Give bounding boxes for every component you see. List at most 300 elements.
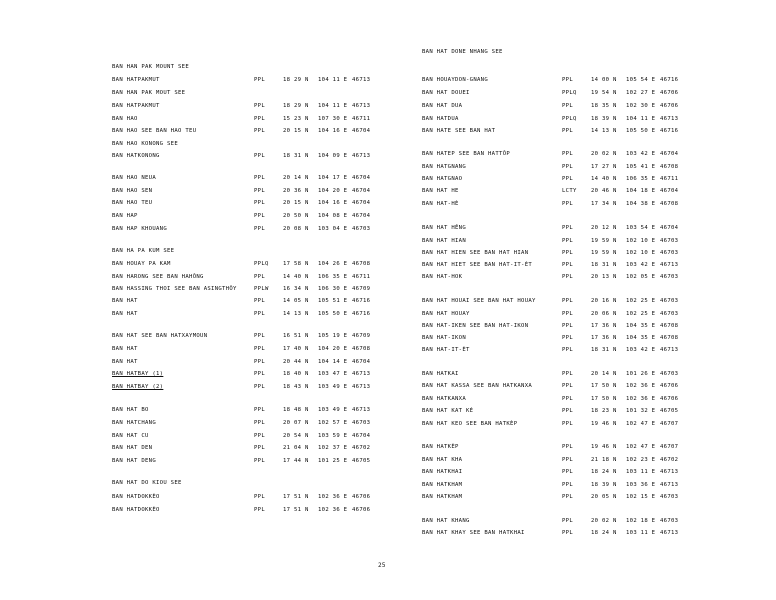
place-name: BAN HATKANXA [422,396,467,402]
place-name: BAN HAT-IKEN SEE BAN HAT-IKON [422,323,529,329]
longitude: 102 25 E [626,311,656,317]
place-name: BAN HAT DOUEI [422,90,470,96]
place-name: BAN HAT HIEN SEE BAN HAT HIAN [422,250,529,256]
feature-class: PPL [254,116,266,122]
latitude: 15 23 N [283,116,309,122]
latitude: 20 08 N [283,226,309,232]
latitude: 17 27 N [591,164,617,170]
place-name: BAN HATKHAM [422,494,463,500]
longitude: 104 38 E [626,201,656,207]
map-sheet-code: 46706 [352,494,371,500]
feature-class: PPL [562,176,574,182]
latitude: 19 54 N [591,90,617,96]
place-name: BAN HATCHANG [112,420,157,426]
place-name: BAN HATKONONG [112,153,160,159]
feature-class: PPLW [254,286,269,292]
gazetteer-entry [0,419,776,429]
feature-class: PPL [562,323,574,329]
feature-class: PPL [254,226,266,232]
place-name: BAN HAT DUA [422,103,463,109]
place-name: BAN HAT HOUAY [422,311,470,317]
latitude: 20 46 N [591,188,617,194]
map-sheet-code: 46713 [660,116,679,122]
feature-class: PPL [562,347,574,353]
feature-class: PPL [254,458,266,464]
map-sheet-code: 46703 [660,311,679,317]
place-name: BAN HAT-HÈ [422,201,459,207]
gazetteer-entry [0,174,776,184]
latitude: 19 46 N [591,444,617,450]
latitude: 19 59 N [591,250,617,256]
feature-class: PPL [562,128,574,134]
place-name: BAN HAT-IKON [422,335,467,341]
gazetteer-entry [0,149,776,159]
place-name: BAN HAT HOUAI SEE BAN HAT HOUAY [422,298,536,304]
latitude: 19 59 N [591,238,617,244]
gazetteer-entry [0,394,776,404]
map-sheet-code: 46716 [352,311,371,317]
map-sheet-code: 46708 [352,346,371,352]
feature-class: PPL [254,494,266,500]
feature-class: PPL [562,396,574,402]
feature-class: PPLQ [254,261,269,267]
latitude: 20 54 N [283,433,309,439]
place-name: BAN HAO KONONG SEE [112,141,179,147]
place-name: BAN HAO NEUA [112,175,157,181]
latitude: 20 16 N [591,298,617,304]
longitude: 105 51 E [318,298,348,304]
feature-class: PPL [254,274,266,280]
feature-class: PPL [562,371,574,377]
feature-class: PPL [562,103,574,109]
longitude: 102 15 E [626,494,656,500]
place-name: BAN HAT CU [112,433,149,439]
feature-class: PPL [562,421,574,427]
feature-class: PPL [254,384,266,390]
latitude: 18 39 N [591,116,617,122]
feature-class: PPL [562,311,574,317]
latitude: 20 36 N [283,188,309,194]
place-name: BAN HATEP SEE BAN HATTÔP [422,151,511,157]
feature-class: PPL [254,407,266,413]
latitude: 17 36 N [591,323,617,329]
map-sheet-code: 46713 [660,262,679,268]
place-name: BAN HARONG SEE BAN HAHÔNG [112,274,204,280]
map-sheet-code: 46706 [352,507,371,513]
longitude: 104 14 E [318,359,348,365]
longitude: 101 25 E [318,458,348,464]
longitude: 104 17 E [318,175,348,181]
longitude: 103 42 E [626,151,656,157]
map-sheet-code: 46713 [352,371,371,377]
map-sheet-code: 46716 [352,298,371,304]
latitude: 18 24 N [591,469,617,475]
gazetteer-entry [0,442,776,452]
latitude: 18 24 N [591,530,617,536]
gazetteer-entry [0,309,776,319]
feature-class: PPLQ [562,116,577,122]
feature-class: PPL [562,262,574,268]
longitude: 104 35 E [626,323,656,329]
map-sheet-code: 46713 [352,384,371,390]
feature-class: PPL [562,298,574,304]
longitude: 102 27 E [626,90,656,96]
longitude: 102 36 E [626,383,656,389]
feature-class: PPL [254,188,266,194]
feature-class: PPL [254,128,266,134]
map-sheet-code: 46702 [660,457,679,463]
gazetteer-entry [0,333,776,343]
feature-class: PPL [254,346,266,352]
longitude: 103 36 E [626,482,656,488]
place-name: BAN HOUAY PA KAM [112,261,171,267]
latitude: 18 48 N [283,407,309,413]
feature-class: PPL [254,371,266,377]
longitude: 104 16 E [318,200,348,206]
latitude: 18 43 N [283,384,309,390]
map-sheet-code: 46713 [660,347,679,353]
map-sheet-code: 46716 [660,128,679,134]
place-name: BAN HAT KASSA SEE BAN HATKANXA [422,383,533,389]
place-name: BAN HAT BO [112,407,149,413]
map-sheet-code: 46708 [352,261,371,267]
map-sheet-code: 46703 [660,371,679,377]
place-name: BAN HAT DENG [112,458,157,464]
feature-class: PPL [562,151,574,157]
longitude: 106 30 E [318,286,348,292]
map-sheet-code: 46713 [660,530,679,536]
map-sheet-code: 46708 [660,201,679,207]
map-sheet-code: 46703 [660,298,679,304]
gazetteer-entry [0,516,776,526]
latitude: 20 14 N [591,371,617,377]
latitude: 14 40 N [283,274,309,280]
place-name: BAN HAT SEE BAN HATXAYMOUN [112,333,208,339]
longitude: 101 26 E [626,371,656,377]
feature-class: PPL [254,507,266,513]
place-name: BAN HATPAKMUT [112,77,160,83]
map-sheet-code: 46703 [352,226,371,232]
latitude: 20 44 N [283,359,309,365]
map-sheet-code: 46706 [660,90,679,96]
gazetteer-entry [0,480,776,490]
map-sheet-code: 46711 [352,274,371,280]
longitude: 103 49 E [318,384,348,390]
feature-class: PPL [562,238,574,244]
feature-class: PPL [254,175,266,181]
map-sheet-code: 46704 [352,128,371,134]
longitude: 105 50 E [626,128,656,134]
map-sheet-code: 46704 [660,151,679,157]
feature-class: PPL [562,250,574,256]
longitude: 102 57 E [318,420,348,426]
place-name: BAN HATE SEE BAN HAT [422,128,496,134]
latitude: 20 06 N [591,311,617,317]
place-name: BAN HAT DO KIOU SEE [112,480,182,486]
longitude: 103 42 E [626,347,656,353]
latitude: 17 58 N [283,261,309,267]
gazetteer-entry [0,248,776,258]
latitude: 20 14 N [283,175,309,181]
map-sheet-code: 46713 [352,103,371,109]
place-name: BAN HATGNAO [422,176,463,182]
map-sheet-code: 46709 [352,333,371,339]
longitude: 105 50 E [318,311,348,317]
longitude: 104 11 E [318,77,348,83]
latitude: 17 40 N [283,346,309,352]
latitude: 17 36 N [591,335,617,341]
feature-class: PPL [254,420,266,426]
longitude: 104 09 E [318,153,348,159]
map-sheet-code: 46703 [660,238,679,244]
map-sheet-code: 46703 [660,250,679,256]
latitude: 17 51 N [283,507,309,513]
feature-class: PPL [254,311,266,317]
longitude: 102 25 E [626,298,656,304]
feature-class: PPL [254,153,266,159]
map-sheet-code: 46703 [660,518,679,524]
gazetteer-entry [0,272,776,282]
feature-class: PPL [254,445,266,451]
map-sheet-code: 46704 [660,188,679,194]
place-name: BAN HATKHAI [422,469,463,475]
gazetteer-entry [0,369,776,379]
latitude: 17 50 N [591,396,617,402]
map-sheet-code: 46706 [660,103,679,109]
place-name: BAN HAP [112,213,138,219]
longitude: 101 32 E [626,408,656,414]
map-sheet-code: 46702 [352,445,371,451]
place-name: BAN HOUAYDON-GNANG [422,77,489,83]
longitude: 104 11 E [318,103,348,109]
map-sheet-code: 46711 [660,176,679,182]
map-sheet-code: 46704 [352,433,371,439]
place-name: BAN HATDUA [422,116,459,122]
gazetteer-entry [0,47,776,57]
feature-class: PPL [562,383,574,389]
latitude: 17 34 N [591,201,617,207]
place-name: BAN HAT KHA [422,457,463,463]
latitude: 17 51 N [283,494,309,500]
place-name: BAN HAP KHOUANG [112,226,168,232]
gazetteer-entry [0,492,776,502]
longitude: 102 10 E [626,238,656,244]
map-sheet-code: 46708 [660,164,679,170]
latitude: 18 35 N [591,103,617,109]
map-sheet-code: 46708 [660,323,679,329]
gazetteer-entry [0,345,776,355]
place-name: BAN HA PA KUM SEE [112,248,175,254]
place-name: BAN HAT HE [422,188,459,194]
gazetteer-entry [0,528,776,538]
latitude: 16 34 N [283,286,309,292]
map-sheet-code: 46707 [660,444,679,450]
longitude: 107 30 E [318,116,348,122]
longitude: 103 11 E [626,530,656,536]
latitude: 21 18 N [591,457,617,463]
feature-class: PPL [254,333,266,339]
longitude: 102 36 E [318,494,348,500]
feature-class: PPL [562,530,574,536]
feature-class: PPL [562,457,574,463]
place-name: BAN HAT-IT-ÈT [422,347,470,353]
longitude: 106 35 E [626,176,656,182]
place-name: BAN HAT [112,346,138,352]
map-sheet-code: 46703 [352,420,371,426]
longitude: 102 30 E [626,103,656,109]
map-sheet-code: 46713 [352,407,371,413]
longitude: 102 18 E [626,518,656,524]
longitude: 103 42 E [626,262,656,268]
feature-class: PPL [254,200,266,206]
place-name: BAN HATDOKKÈO [112,494,160,500]
place-name: BAN HAT DONE NHANG SEE [422,49,503,55]
gazetteer-entry [0,260,776,270]
gazetteer-entry [0,381,776,391]
latitude: 20 50 N [283,213,309,219]
latitude: 14 05 N [283,298,309,304]
longitude: 104 20 E [318,188,348,194]
place-name: BAN HAO SEN [112,188,153,194]
latitude: 20 07 N [283,420,309,426]
place-name: BAN HAT KAT KÉ [422,408,474,414]
place-name: BAN HAT [112,359,138,365]
latitude: 20 15 N [283,128,309,134]
place-name: BAN HAO TEU [112,200,153,206]
feature-class: PPL [254,433,266,439]
latitude: 18 31 N [591,262,617,268]
longitude: 103 11 E [626,469,656,475]
place-name: BAN HAT [112,311,138,317]
feature-class: PPL [562,408,574,414]
latitude: 20 12 N [591,225,617,231]
longitude: 102 05 E [626,274,656,280]
longitude: 102 10 E [626,250,656,256]
feature-class: PPL [562,469,574,475]
gazetteer-entry [0,126,776,136]
feature-class: PPL [562,494,574,500]
map-sheet-code: 46704 [352,213,371,219]
map-sheet-code: 46703 [660,494,679,500]
map-sheet-code: 46704 [352,200,371,206]
map-sheet-code: 46706 [660,396,679,402]
latitude: 14 13 N [283,311,309,317]
longitude: 103 04 E [318,226,348,232]
longitude: 102 47 E [626,444,656,450]
latitude: 20 05 N [591,494,617,500]
latitude: 18 39 N [591,482,617,488]
place-name: BAN HAT DEN [112,445,153,451]
latitude: 20 15 N [283,200,309,206]
feature-class: PPL [562,274,574,280]
gazetteer-entry [0,162,776,172]
place-name: BAN HAT-HOK [422,274,463,280]
map-sheet-code: 46713 [352,77,371,83]
latitude: 18 40 N [283,371,309,377]
longitude: 105 19 E [318,333,348,339]
latitude: 19 46 N [591,421,617,427]
map-sheet-code: 46704 [352,359,371,365]
place-name: BAN HAO SEE BAN HAO TEU [112,128,197,134]
map-sheet-code: 46716 [660,77,679,83]
longitude: 104 11 E [626,116,656,122]
place-name: BAN HATKÈP [422,444,459,450]
map-sheet-code: 46704 [352,188,371,194]
place-name: BAN HATPAKMUT [112,103,160,109]
map-sheet-code: 46708 [660,335,679,341]
latitude: 14 13 N [591,128,617,134]
latitude: 14 40 N [591,176,617,182]
feature-class: PPL [254,103,266,109]
map-sheet-code: 46713 [660,469,679,475]
longitude: 102 37 E [318,445,348,451]
longitude: 102 36 E [318,507,348,513]
latitude: 20 02 N [591,518,617,524]
longitude: 102 47 E [626,421,656,427]
page-number: 25 [378,562,386,569]
map-sheet-code: 46706 [660,383,679,389]
place-name: BAN HAT KHAY SEE BAN HATKHAI [422,530,525,536]
latitude: 18 23 N [591,408,617,414]
longitude: 104 20 E [318,346,348,352]
feature-class: PPL [562,77,574,83]
latitude: 17 44 N [283,458,309,464]
feature-class: PPL [254,213,266,219]
place-name: BAN HATKAI [422,371,459,377]
gazetteer-entry [0,199,776,209]
map-sheet-code: 46705 [660,408,679,414]
feature-class: PPL [562,225,574,231]
longitude: 105 54 E [626,77,656,83]
feature-class: PPL [254,359,266,365]
gazetteer-entry [0,236,776,246]
place-name: BAN HAO [112,116,138,122]
feature-class: PPL [562,444,574,450]
place-name: BAN HAT HIET SEE BAN HAT-IT-ÈT [422,262,533,268]
latitude: 20 13 N [591,274,617,280]
longitude: 104 26 E [318,261,348,267]
gazetteer-entry [0,101,776,111]
feature-class: PPL [562,201,574,207]
latitude: 18 29 N [283,103,309,109]
feature-class: PPL [254,298,266,304]
place-name: BAN HATKHAM [422,482,463,488]
longitude: 104 18 E [626,188,656,194]
latitude: 17 50 N [591,383,617,389]
map-sheet-code: 46704 [352,175,371,181]
map-sheet-code: 46707 [660,421,679,427]
place-name: BAN HATBAY (1) [112,371,164,377]
place-name: BAN HATBAY (2) [112,384,164,390]
place-name: BAN HASSING THOI SEE BAN ASINGTHÔY [112,286,237,292]
longitude: 102 36 E [626,396,656,402]
longitude: 103 47 E [318,371,348,377]
place-name: BAN HAT KHANG [422,518,470,524]
feature-class: PPL [254,77,266,83]
place-name: BAN HAT [112,298,138,304]
gazetteer-entry [0,321,776,331]
longitude: 103 49 E [318,407,348,413]
map-sheet-code: 46713 [660,482,679,488]
feature-class: PPL [562,164,574,170]
gazetteer-entry [0,455,776,465]
gazetteer-entry [0,186,776,196]
longitude: 104 35 E [626,335,656,341]
longitude: 103 54 E [626,225,656,231]
map-sheet-code: 46703 [660,274,679,280]
longitude: 106 35 E [318,274,348,280]
place-name: BAN HAT HÊNG [422,225,467,231]
